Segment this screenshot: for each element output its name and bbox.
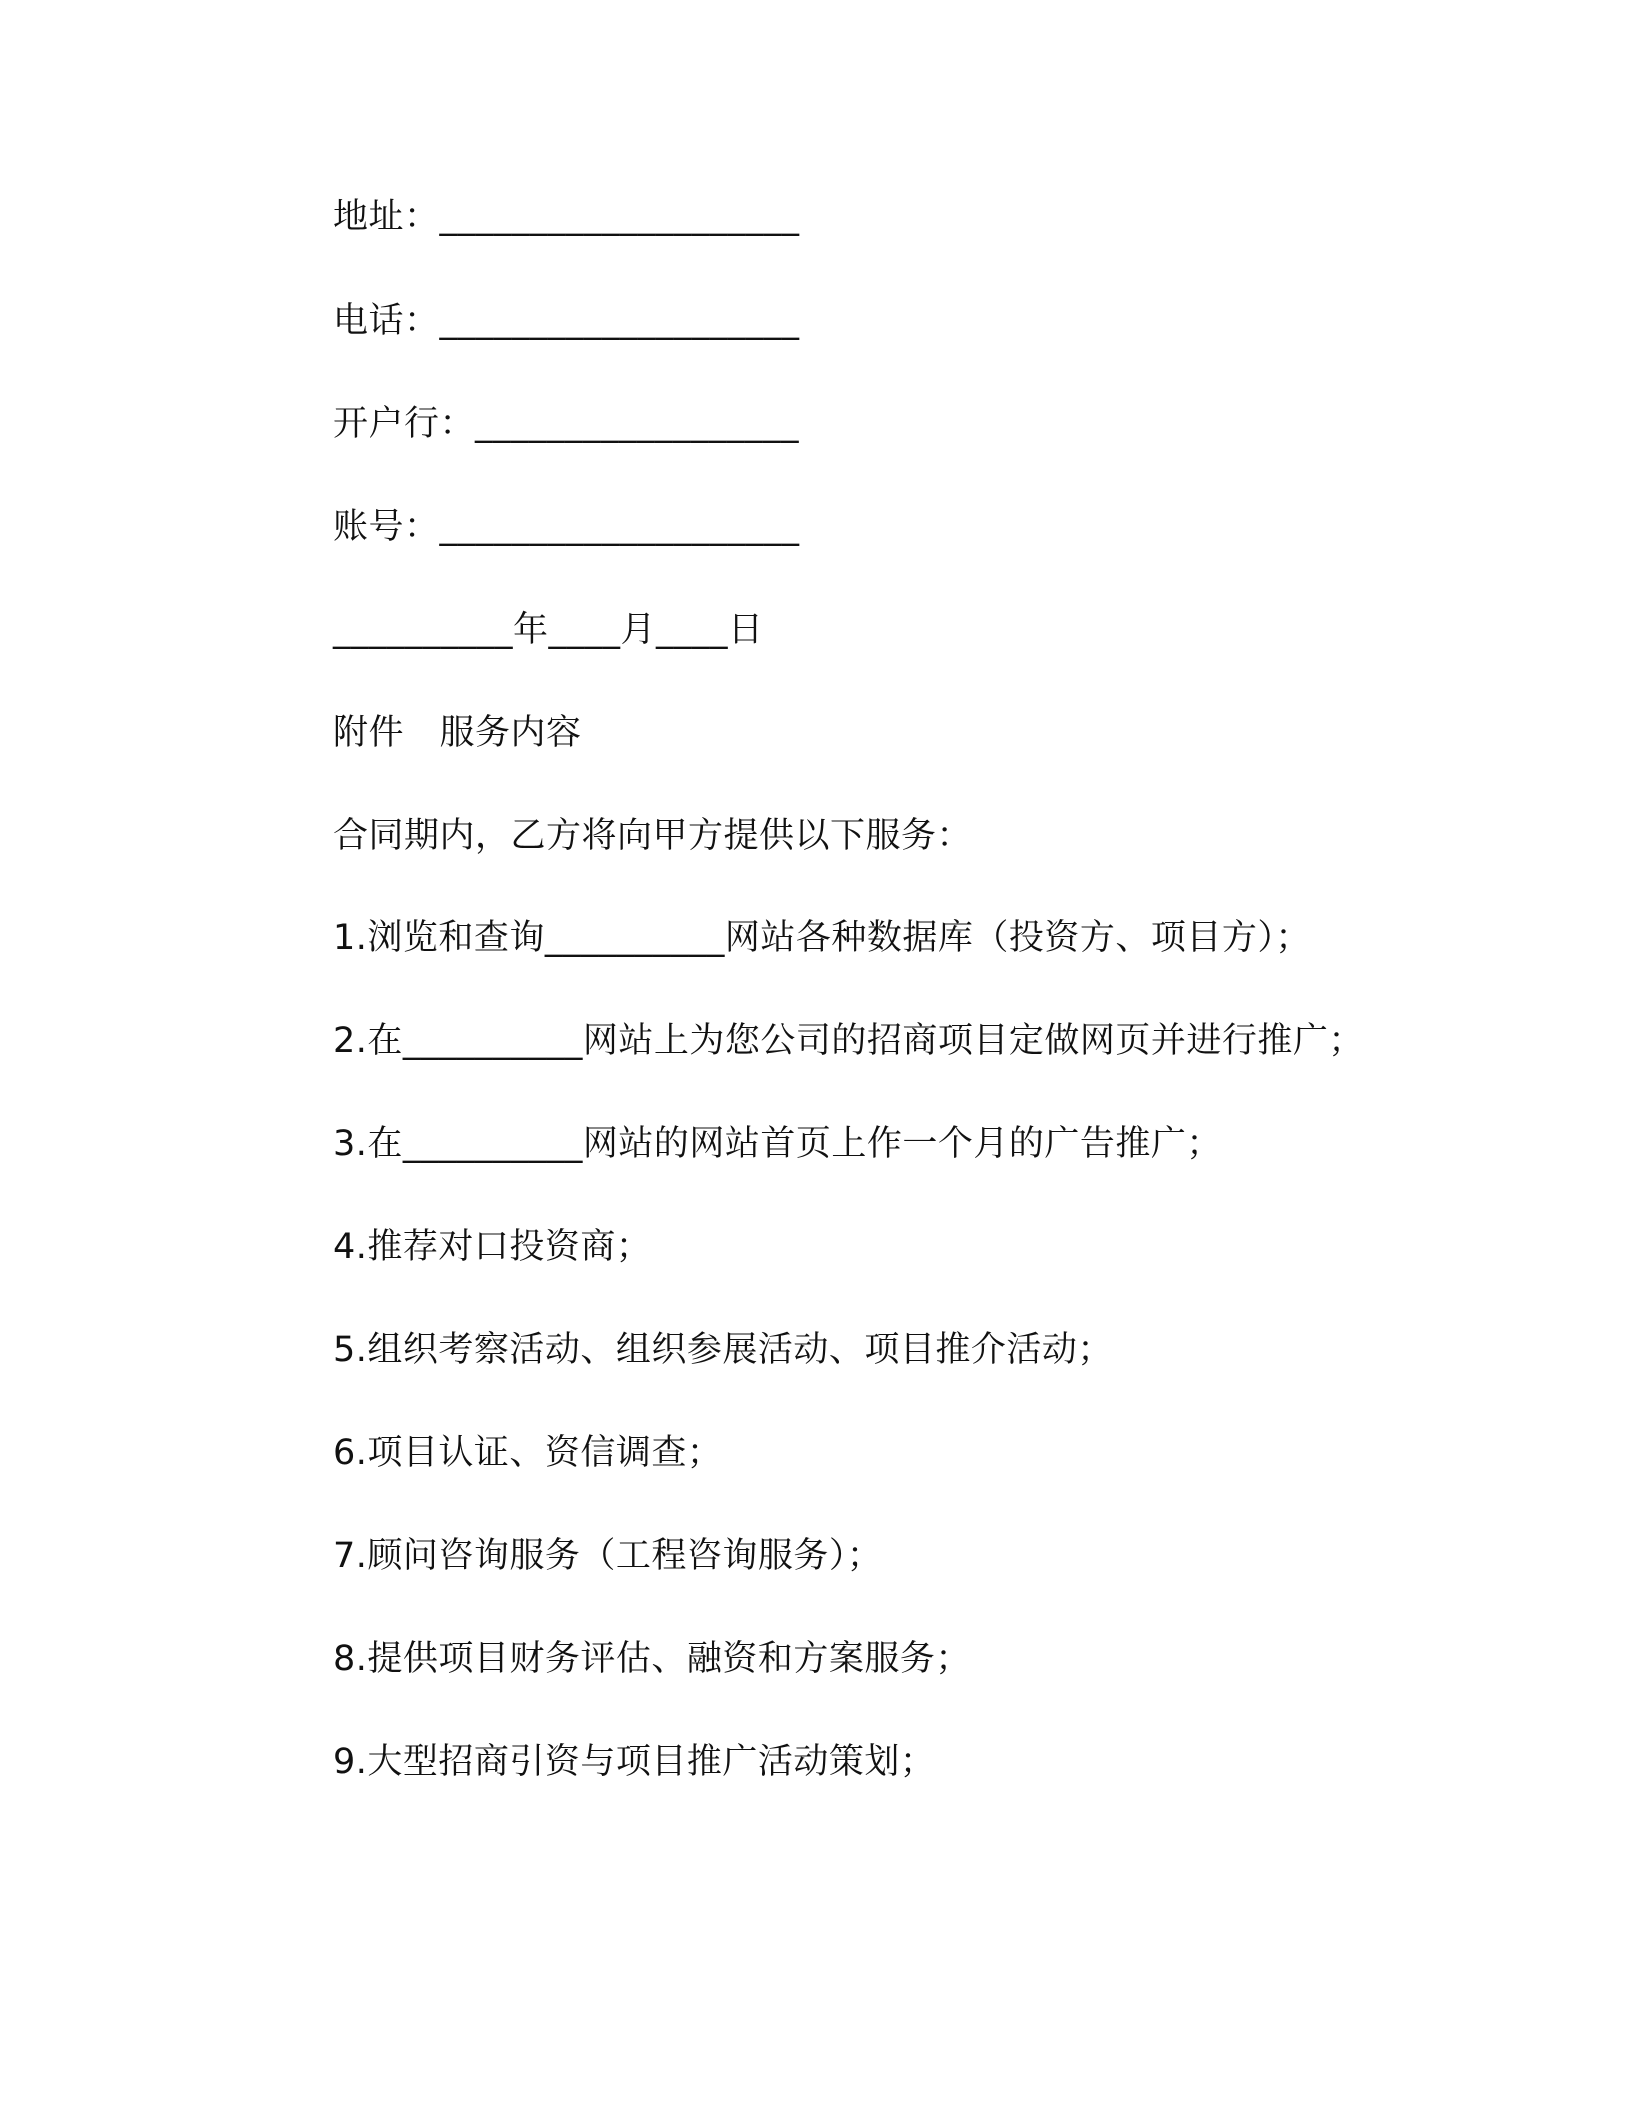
service-item-5: 5.组织考察活动、组织参展活动、项目推介活动； [333,1330,1113,1370]
phone-field: 电话：____________________ [333,301,800,341]
intro-paragraph: 合同期内，乙方将向甲方提供以下服务： [333,816,973,856]
service-item-7: 7.顾问咨询服务（工程咨询服务）； [333,1536,883,1576]
service-item-4: 4.推荐对口投资商； [333,1227,652,1267]
date-field: __________年____月____日 [333,610,764,650]
service-item-8: 8.提供项目财务评估、融资和方案服务； [333,1639,971,1679]
service-item-9: 9.大型招商引资与项目推广活动策划； [333,1742,936,1782]
service-item-2: 2.在__________网站上为您公司的招商项目定做网页并进行推广； [333,1021,1364,1061]
service-item-6: 6.项目认证、资信调查； [333,1433,723,1473]
bank-field: 开户行：__________________ [333,404,800,444]
service-item-1: 1.浏览和查询__________网站各种数据库（投资方、项目方）； [333,918,1311,958]
attachment-title: 附件 服务内容 [333,713,582,753]
service-item-3: 3.在__________网站的网站首页上作一个月的广告推广； [333,1124,1222,1164]
address-field: 地址：____________________ [333,197,800,237]
account-field: 账号：____________________ [333,507,800,547]
